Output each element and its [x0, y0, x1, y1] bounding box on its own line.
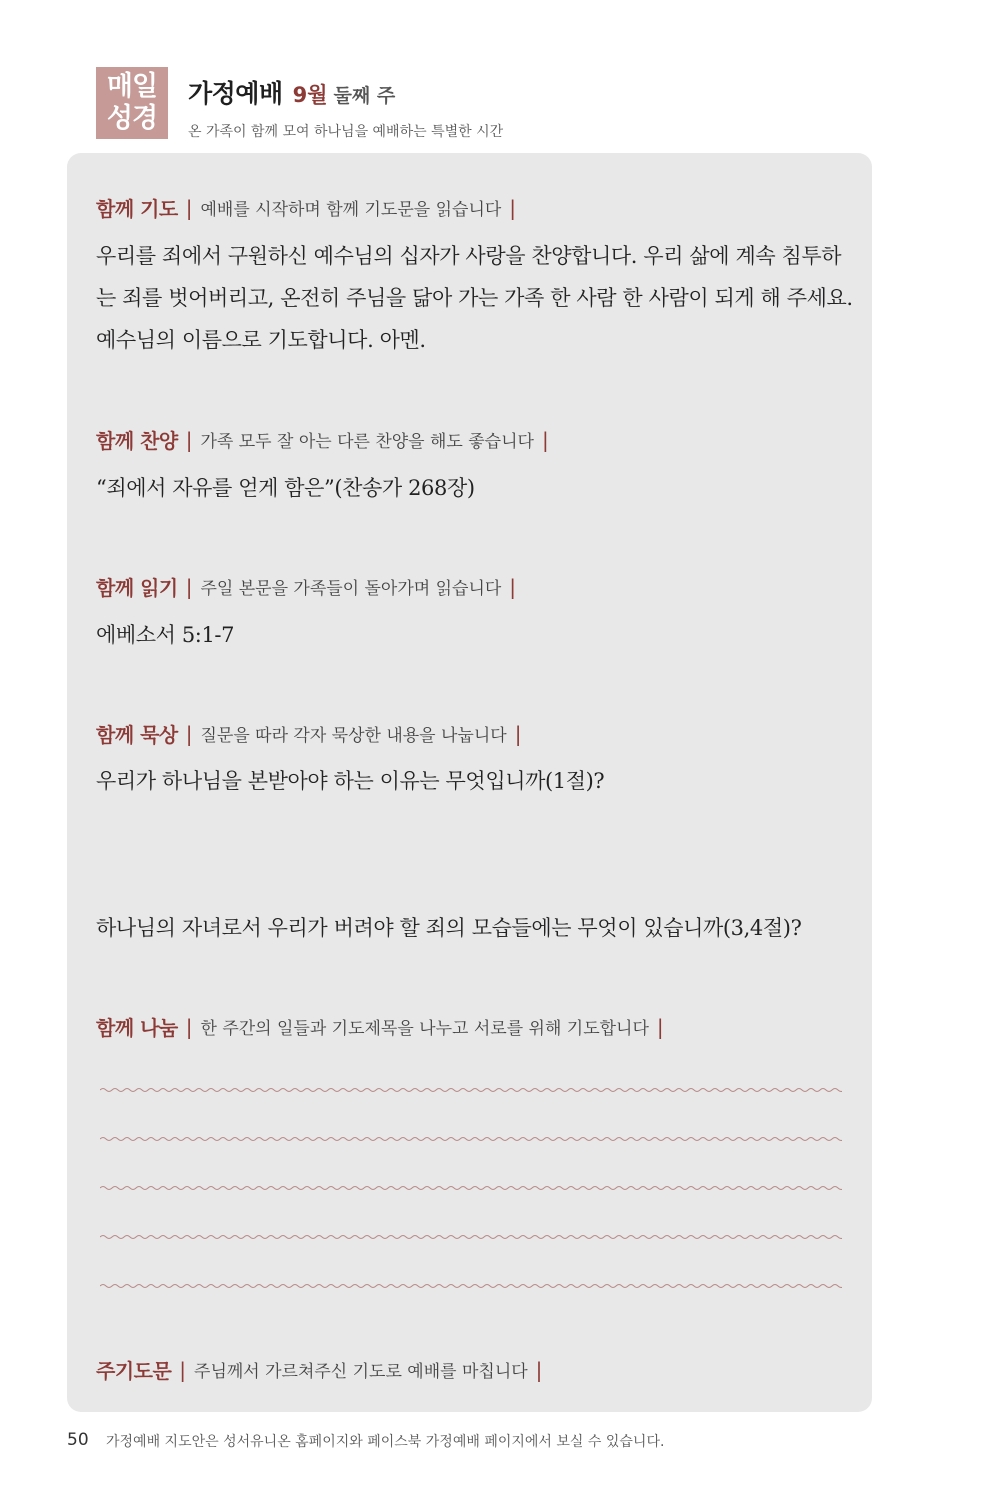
section-reading-title: 함께 읽기 — [96, 576, 178, 600]
section-lords-prayer-header — [96, 1355, 550, 1384]
section-reading-header — [96, 572, 524, 601]
prayer-text: 우리를 죄에서 구원하신 예수님의 십자가 사랑을 찬양합니다. 우리 삶에 계속 침투하는 죄를 벗어버리고, 온전히 주님을 닮아 가는 가족 한 사람 한 사람이 되게 해 주세요. 예수님의 이름으로 기도합니다. 아멘. — [96, 244, 853, 352]
divider-bar: | — [185, 1014, 193, 1039]
divider-bar: | — [535, 1357, 543, 1382]
section-meditation-title: 함께 묵상 — [96, 723, 178, 747]
writing-line — [100, 1282, 842, 1290]
section-praise-title: 함께 찬양 — [96, 429, 178, 453]
divider-bar: | — [185, 574, 193, 599]
divider-bar: | — [541, 427, 549, 452]
page-title: 가정예배 — [188, 79, 283, 108]
divider-bar: | — [509, 574, 517, 599]
divider-bar: | — [185, 195, 193, 220]
reading-passage: 에베소서 5:1-7 — [96, 623, 235, 647]
page-subtitle: 온 가족이 함께 모여 하나님을 예배하는 특별한 시간 — [188, 124, 504, 140]
section-lords-prayer-desc: 주님께서 가르쳐주신 기도로 예배를 마칩니다 — [194, 1362, 528, 1382]
page-title-row — [188, 74, 395, 110]
daily-bible-logo — [96, 67, 168, 139]
month-label: 9월 — [292, 83, 328, 107]
divider-bar: | — [509, 195, 517, 220]
section-lords-prayer-title: 주기도문 — [96, 1359, 172, 1383]
week-label: 둘째 주 — [333, 85, 396, 107]
page-number: 50 — [67, 1430, 89, 1450]
section-reading-desc: 주일 본문을 가족들이 돌아가며 읽습니다 — [200, 579, 502, 599]
section-sharing-desc: 한 주간의 일들과 기도제목을 나누고 서로를 위해 기도합니다 — [200, 1019, 649, 1039]
section-prayer-desc: 예배를 시작하며 함께 기도문을 읽습니다 — [200, 200, 502, 220]
writing-line — [100, 1135, 842, 1143]
section-prayer-title: 함께 기도 — [96, 197, 178, 221]
logo-line-2: 성경 — [106, 103, 158, 134]
praise-song: “죄에서 자유를 얻게 함은”(찬송가 268장) — [96, 476, 475, 500]
meditation-question-1: 우리가 하나님을 본받아야 하는 이유는 무엇입니까(1절)? — [96, 769, 605, 793]
section-praise-header — [96, 425, 557, 454]
footer-note: 가정예배 지도안은 성서유니온 홈페이지와 페이스북 가정예배 페이지에서 보실 수 있습니다. — [106, 1434, 665, 1450]
writing-line — [100, 1086, 842, 1094]
section-prayer-header — [96, 193, 524, 222]
section-sharing-title: 함께 나눔 — [96, 1016, 178, 1040]
section-meditation-desc: 질문을 따라 각자 묵상한 내용을 나눕니다 — [200, 726, 507, 746]
divider-bar: | — [179, 1357, 187, 1382]
divider-bar: | — [185, 721, 193, 746]
meditation-question-2: 하나님의 자녀로서 우리가 버려야 할 죄의 모습들에는 무엇이 있습니까(3,4절)? — [96, 916, 802, 940]
divider-bar: | — [514, 721, 522, 746]
divider-bar: | — [656, 1014, 664, 1039]
section-praise-desc: 가족 모두 잘 아는 다른 찬양을 해도 좋습니다 — [200, 432, 534, 452]
writing-line — [100, 1184, 842, 1192]
section-sharing-header — [96, 1012, 672, 1041]
divider-bar: | — [185, 427, 193, 452]
writing-line — [100, 1233, 842, 1241]
logo-line-1: 매일 — [106, 71, 158, 102]
section-meditation-header — [96, 719, 529, 748]
